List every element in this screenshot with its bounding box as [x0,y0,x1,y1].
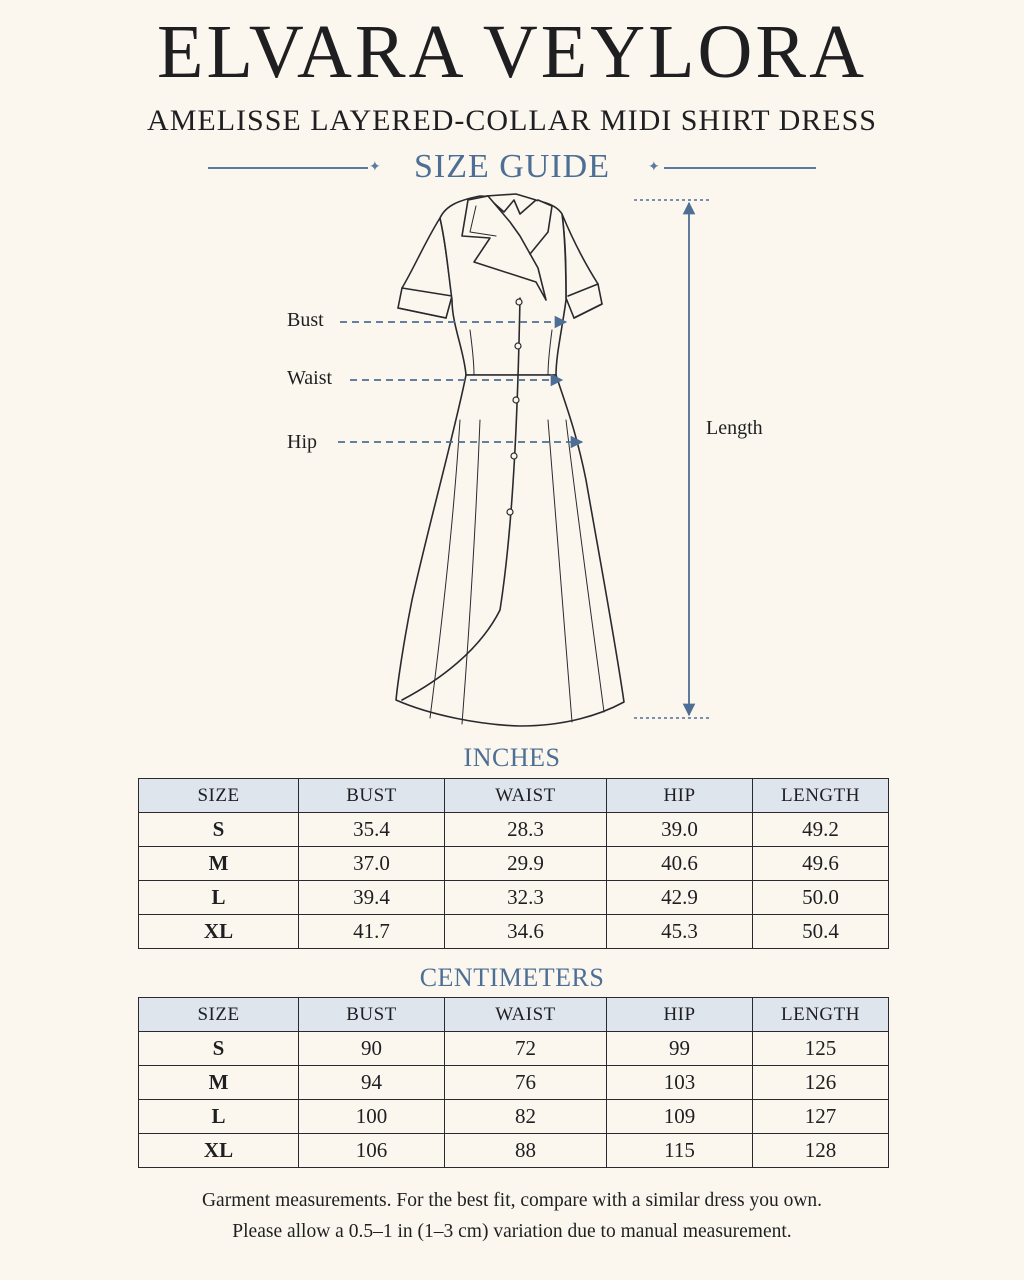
length-cell: 49.6 [753,847,889,881]
waist-label: Waist [287,367,333,389]
table-row [139,1066,889,1100]
bust-cell: 39.4 [299,881,445,915]
size-cell: XL [139,1134,299,1168]
button-2 [515,343,521,349]
centimeters-table [138,997,889,1168]
length-cell: 126 [753,1066,889,1100]
waist-cell: 76 [445,1066,607,1100]
header-size: SIZE [139,779,299,813]
inches-table [138,778,889,949]
bust-cell: 94 [299,1066,445,1100]
length-cell: 125 [753,1032,889,1066]
header-length: LENGTH [753,998,889,1032]
size-cell: M [139,847,299,881]
hip-label: Hip [287,431,317,453]
diamond-ornament-left-icon: ✦ [369,160,381,175]
waist-cell: 32.3 [445,881,607,915]
header-size: SIZE [139,998,299,1032]
waist-cell: 29.9 [445,847,607,881]
length-cell: 128 [753,1134,889,1168]
table-row [139,1100,889,1134]
table-row [139,1134,889,1168]
bust-cell: 90 [299,1032,445,1066]
table-row [139,813,889,847]
waist-cell: 88 [445,1134,607,1168]
hip-cell: 109 [607,1100,753,1134]
size-cell: L [139,1100,299,1134]
hip-cell: 39.0 [607,813,753,847]
table-row [139,1032,889,1066]
size-cell: L [139,881,299,915]
hip-cell: 115 [607,1134,753,1168]
hip-cell: 42.9 [607,881,753,915]
header-length: LENGTH [753,779,889,813]
skirt [396,375,624,726]
length-cell: 127 [753,1100,889,1134]
button-1 [516,299,522,305]
inches-title: INCHES [463,743,561,772]
brand-title: ELVARA VEYLORA [157,10,867,94]
hip-cell: 45.3 [607,915,753,949]
button-3 [513,397,519,403]
length-cell: 49.2 [753,813,889,847]
note-line-2: Please allow a 0.5–1 in (1–3 cm) variation due to manual measurement. [232,1221,792,1242]
waist-cell: 28.3 [445,813,607,847]
diamond-ornament-right-icon: ✦ [648,160,660,175]
bust-cell: 41.7 [299,915,445,949]
bust-cell: 106 [299,1134,445,1168]
bust-cell: 37.0 [299,847,445,881]
hip-cell: 99 [607,1032,753,1066]
right-sleeve [562,214,602,318]
table-row [139,881,889,915]
hip-cell: 103 [607,1066,753,1100]
button-5 [507,509,513,515]
hip-cell: 40.6 [607,847,753,881]
waist-cell: 34.6 [445,915,607,949]
bust-label: Bust [287,309,324,331]
bust-cell: 100 [299,1100,445,1134]
waist-cell: 72 [445,1032,607,1066]
header-bust: BUST [299,779,445,813]
size-cell: M [139,1066,299,1100]
header-hip: HIP [607,998,753,1032]
length-cell: 50.4 [753,915,889,949]
table-row [139,915,889,949]
header-bust: BUST [299,998,445,1032]
header-hip: HIP [607,779,753,813]
button-4 [511,453,517,459]
centimeters-title: CENTIMETERS [419,963,605,992]
table-header-row [139,998,889,1032]
size-cell: S [139,1032,299,1066]
size-cell: S [139,813,299,847]
header-waist: WAIST [445,779,607,813]
header-waist: WAIST [445,998,607,1032]
table-row [139,847,889,881]
note-line-1: Garment measurements. For the best fit, compare with a similar dress you own. [201,1190,823,1211]
length-cell: 50.0 [753,881,889,915]
bust-cell: 35.4 [299,813,445,847]
size-guide-title: SIZE GUIDE [413,148,611,185]
size-cell: XL [139,915,299,949]
table-header-row [139,779,889,813]
length-label: Length [706,417,763,439]
product-name: AMELISSE LAYERED-COLLAR MIDI SHIRT DRESS [147,104,877,137]
waist-cell: 82 [445,1100,607,1134]
